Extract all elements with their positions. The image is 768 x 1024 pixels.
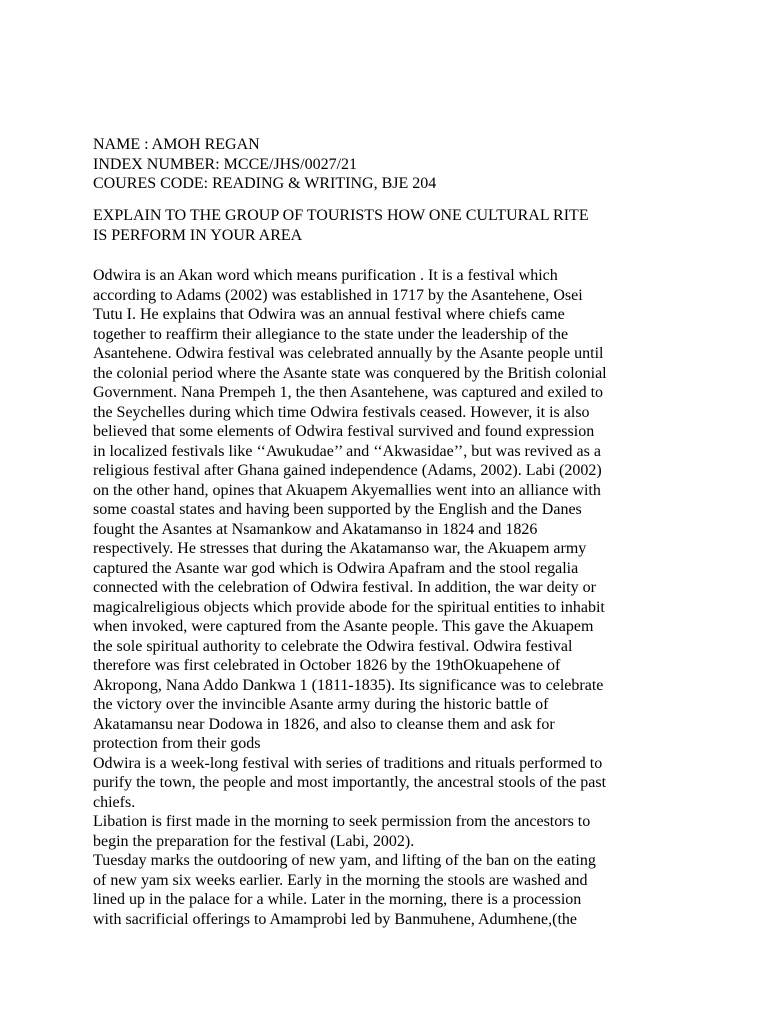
essay-line: according to Adams (2002) was established in 1717 by the Asantehene, Osei <box>93 286 583 304</box>
essay-line: with sacrificial offerings to Amamprobi led by Banmuhene, Adumhene,(the <box>93 910 578 928</box>
essay-line: of new yam six weeks earlier. Early in the morning the stools are washed and <box>93 871 588 889</box>
essay-line: Asantehene. Odwira festival was celebrated annually by the Asante people until <box>93 345 604 362</box>
essay-line: Libation is first made in the morning to seek permission from the ancestors to <box>93 813 591 830</box>
document-header <box>93 135 713 194</box>
essay-line: Tutu I. He explains that Odwira was an annual festival where chiefs came <box>93 306 565 323</box>
essay-line: protection from their gods <box>93 735 261 752</box>
essay-line: when invoked, were captured from the Asante people. This gave the Akuapem <box>93 618 594 635</box>
essay-line: begin the preparation for the festival (Labi, 2002). <box>93 832 415 850</box>
essay-line: religious festival after Ghana gained independence (Adams, 2002). Labi (2002) <box>93 462 602 479</box>
essay-line: together to reaffirm their allegiance to the state under the leadership of the <box>93 325 569 343</box>
essay-body <box>93 266 693 929</box>
essay-line: the Seychelles during which time Odwira festivals ceased. However, it is also <box>93 403 590 421</box>
essay-line: Tuesday marks the outdooring of new yam, and lifting of the ban on the eating <box>93 852 596 869</box>
essay-line: purify the town, the people and most importantly, the ancestral stools of the past <box>93 774 607 791</box>
essay-line: Odwira is an Akan word which means purification . It is a festival which <box>93 267 558 284</box>
essay-line: in localized festivals like ‘‘Awukudae’’ and ‘‘Akwasidae’’, but was revived as a <box>93 442 601 460</box>
essay-line: Government. Nana Prempeh 1, the then Asantehene, was captured and exiled to <box>93 384 604 401</box>
course-code-line: COURES CODE: READING & WRITING, BJE 204 <box>93 175 437 192</box>
essay-line: magicalreligious objects which provide abode for the spiritual entities to inhabit <box>93 598 605 616</box>
essay-line: believed that some elements of Odwira festival survived and found expression <box>93 423 595 440</box>
essay-line: respectively. He stresses that during the Akatamanso war, the Akuapem army <box>93 540 587 557</box>
index-number-line: INDEX NUMBER: MCCE/JHS/0027/21 <box>93 155 358 173</box>
essay-line: therefore was first celebrated in October 1826 by the 19thOkuapehene of <box>93 657 561 674</box>
essay-line: captured the Asante war god which is Odwira Apafram and the stool regalia <box>93 559 579 577</box>
essay-line: the victory over the invincible Asante army during the historic battle of <box>93 696 549 713</box>
essay-line: the sole spiritual authority to celebrate the Odwira festival. Odwira festival <box>93 637 573 655</box>
essay-line: on the other hand, opines that Akuapem Akyemallies went into an alliance with <box>93 481 601 499</box>
essay-line: fought the Asantes at Nsamankow and Akatamanso in 1824 and 1826 <box>93 520 538 538</box>
essay-line: Akropong, Nana Addo Dankwa 1 (1811-1835). Its significance was to celebrate <box>93 676 604 694</box>
question-line: EXPLAIN TO THE GROUP OF TOURISTS HOW ONE CULTURAL RITE <box>93 207 589 224</box>
essay-line: lined up in the palace for a while. Later in the morning, there is a procession <box>93 891 582 908</box>
essay-line: Akatamansu near Dodowa in 1826, and also to cleanse them and ask for <box>93 715 555 733</box>
essay-line: the colonial period where the Asante state was conquered by the British colonial <box>93 364 607 382</box>
assignment-question <box>93 206 713 245</box>
essay-line: some coastal states and having been supported by the English and the Danes <box>93 501 582 518</box>
essay-line: connected with the celebration of Odwira festival. In addition, the war deity or <box>93 579 596 596</box>
student-name-line: NAME : AMOH REGAN <box>93 136 260 153</box>
essay-line: Odwira is a week-long festival with series of traditions and rituals performed to <box>93 754 603 772</box>
question-line: IS PERFORM IN YOUR AREA <box>93 226 303 244</box>
essay-line: chiefs. <box>93 793 136 811</box>
